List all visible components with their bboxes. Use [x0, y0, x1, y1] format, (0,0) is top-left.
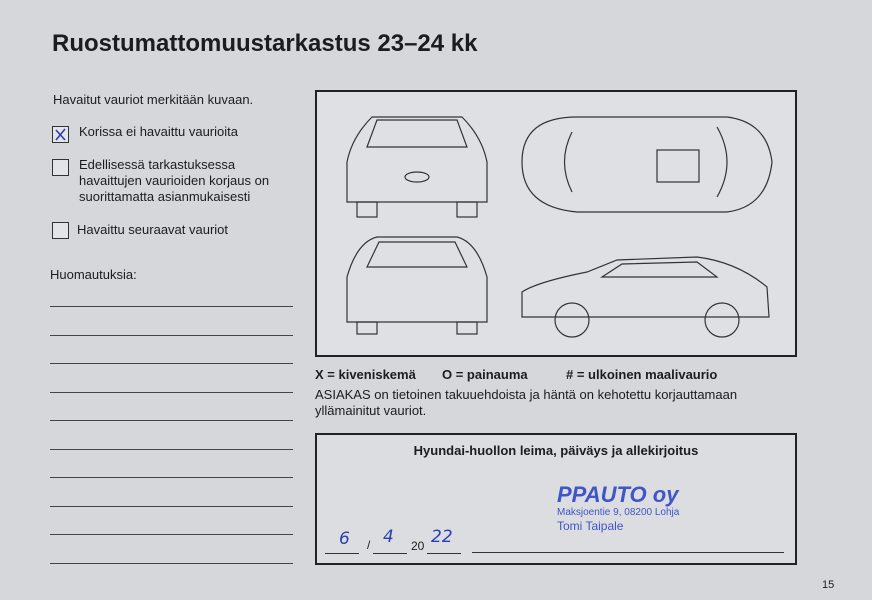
customer-notice: [315, 387, 737, 419]
date-year: 22: [431, 527, 453, 547]
legend-stone-chip: X = kiveniskemä: [315, 367, 416, 382]
signature-line[interactable]: [472, 552, 784, 553]
car-rear-view-icon: [347, 237, 487, 334]
remarks-line[interactable]: [50, 335, 293, 336]
car-diagram[interactable]: [315, 90, 797, 357]
stamp-name: Tomi Taipale: [557, 519, 624, 533]
remarks-label: Huomautuksia:: [50, 267, 137, 282]
signature-box[interactable]: [315, 433, 797, 565]
remarks-line[interactable]: [50, 306, 293, 307]
remarks-line[interactable]: [50, 506, 293, 507]
date-day: 6: [339, 529, 350, 549]
signature-box-title: Hyundai-huollon leima, päiväys ja allekirjoitus: [413, 443, 699, 458]
intro-text: Havaitut vauriot merkitään kuvaan.: [53, 92, 254, 107]
dealer-stamp: [557, 483, 679, 533]
date-month: 4: [383, 527, 394, 547]
checkbox-damage-found[interactable]: [52, 222, 69, 239]
legend-dent: O = painauma: [442, 367, 528, 382]
remarks-line[interactable]: [50, 392, 293, 393]
notice-line: ASIAKAS on tietoinen takuuehdoista ja häntä on kehotettu korjauttamaan: [315, 387, 738, 402]
remarks-line[interactable]: [50, 449, 293, 450]
notice-line: yllämainitut vauriot.: [315, 403, 427, 418]
checkbox-no-damage[interactable]: [52, 126, 69, 143]
car-side-view-icon: [522, 257, 769, 337]
label-line: Edellisessä tarkastuksessa: [79, 157, 236, 172]
stamp-logo: PPAUTO oy: [557, 482, 679, 507]
check-mark-icon: [54, 128, 67, 141]
checkbox-previous-unrepaired[interactable]: [52, 159, 69, 176]
option-damage-found-label: Havaittu seuraavat vauriot: [77, 222, 229, 237]
damage-legend: [315, 367, 795, 383]
car-top-view-icon: [522, 117, 772, 212]
date-field[interactable]: [325, 527, 475, 555]
remarks-line[interactable]: [50, 420, 293, 421]
remarks-line[interactable]: [50, 363, 293, 364]
option-previous-unrepaired-label: [79, 157, 269, 205]
date-century: 20: [411, 539, 425, 553]
stamp-address: Maksjoentie 9, 08200 Lohja: [557, 507, 680, 518]
label-line: havaittujen vaurioiden korjaus on: [79, 173, 270, 188]
remarks-line[interactable]: [50, 563, 293, 564]
car-front-view-icon: [347, 117, 487, 217]
option-no-damage-label: Korissa ei havaittu vaurioita: [79, 124, 238, 139]
date-separator: /: [367, 538, 371, 552]
remarks-line[interactable]: [50, 477, 293, 478]
page-title: Ruostumattomuustarkastus 23–24 kk: [52, 30, 478, 57]
page-number: 15: [822, 579, 835, 591]
legend-paint-damage: # = ulkoinen maalivaurio: [566, 367, 718, 382]
label-line: suorittamatta asianmukaisesti: [79, 189, 251, 204]
remarks-line[interactable]: [50, 534, 293, 535]
